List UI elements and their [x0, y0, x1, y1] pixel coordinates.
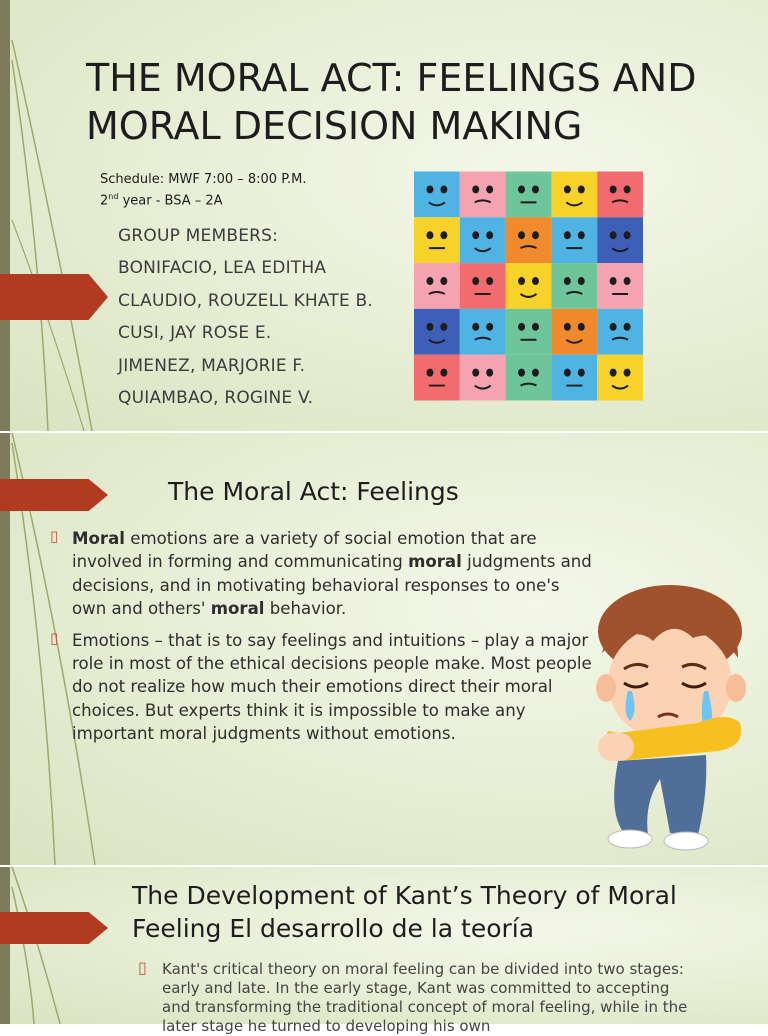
- arrow-marker: [0, 912, 108, 944]
- emoji-tile: [460, 217, 506, 263]
- member-name: JIMENEZ, MARJORIE F.: [118, 355, 306, 376]
- member-name: CLAUDIO, ROUZELL KHATE B.: [118, 290, 374, 311]
- slide-title: The Development of Kant’s Theory of Moral Feeling El desarrollo de la teoría: [132, 881, 677, 943]
- emoji-tile: [506, 309, 552, 355]
- slide-1: [0, 0, 768, 431]
- emoji-tile: [597, 263, 643, 309]
- bullet-icon: ▯: [50, 628, 59, 647]
- bullet-icon: ▯: [138, 958, 147, 977]
- emoji-tile: [551, 217, 597, 263]
- slide-title: THE MORAL ACT: FEELINGS AND MORAL DECISION MAKING: [86, 56, 697, 148]
- decorative-lines: [0, 867, 110, 1024]
- schedule-line: Schedule: MWF 7:00 – 8:00 P.M.: [100, 172, 307, 187]
- emoji-tile: [460, 309, 506, 355]
- emoji-tile: [597, 309, 643, 355]
- arrow-marker: [0, 274, 108, 320]
- emoji-tile: [460, 263, 506, 309]
- member-name: BONIFACIO, LEA EDITHA: [118, 258, 327, 279]
- bullet-item: ▯ Moral emotions are a variety of social emotion that are involved in forming and communicating moral judgments and decisions, and in motivating behavioral responses to one's own and others' moral behavior.: [50, 527, 592, 619]
- slide-2: [0, 433, 768, 865]
- sad-boy-illustration: [578, 583, 748, 853]
- emoji-tile: [551, 263, 597, 309]
- emoji-grid-image: [414, 171, 643, 401]
- slide-title: The Moral Act: Feelings: [168, 477, 459, 506]
- emoji-tile: [460, 172, 506, 218]
- emoji-tile: [414, 172, 460, 218]
- paragraph: ▯ Kant's critical theory on moral feeling can be divided into two stages: early and late. In the early stage, Kant was committed to accepting and transforming the traditional concept of moral feeling, while in the later stage he turned to developing his own: [138, 958, 688, 1035]
- bullet-icon: ▯: [50, 527, 59, 545]
- emoji-tile: [597, 172, 643, 218]
- emoji-tile: [506, 217, 552, 263]
- members-heading: GROUP MEMBERS:: [118, 226, 279, 246]
- member-name: CUSI, JAY ROSE E.: [118, 323, 272, 344]
- emoji-tile: [597, 217, 643, 263]
- emoji-tile: [506, 172, 552, 218]
- emoji-tile: [414, 355, 460, 401]
- bullet-list: [50, 527, 597, 754]
- emoji-tile: [414, 309, 460, 355]
- arrow-marker: [0, 479, 108, 511]
- emoji-tile: [414, 263, 460, 309]
- group-members: [118, 220, 373, 414]
- year-line: 2nd year - BSA – 2A: [100, 192, 223, 209]
- emoji-tile: [551, 355, 597, 401]
- emoji-tile: [551, 309, 597, 355]
- member-name: QUIAMBAO, ROGINE V.: [118, 388, 314, 409]
- emoji-tile: [414, 217, 460, 263]
- emoji-tile: [506, 355, 552, 401]
- emoji-tile: [597, 355, 643, 401]
- emoji-tile: [460, 355, 506, 401]
- bullet-item: ▯ Emotions – that is to say feelings and intuitions – play a major role in most of the ethical decisions people make. Most people do not realize how much their emotions direct their moral choices. But experts think it is impossible to make any important moral judgments without emotions.: [50, 628, 592, 744]
- emoji-tile: [506, 263, 552, 309]
- schedule-info: [100, 171, 307, 209]
- slide-3: [0, 867, 768, 1035]
- emoji-tile: [551, 172, 597, 218]
